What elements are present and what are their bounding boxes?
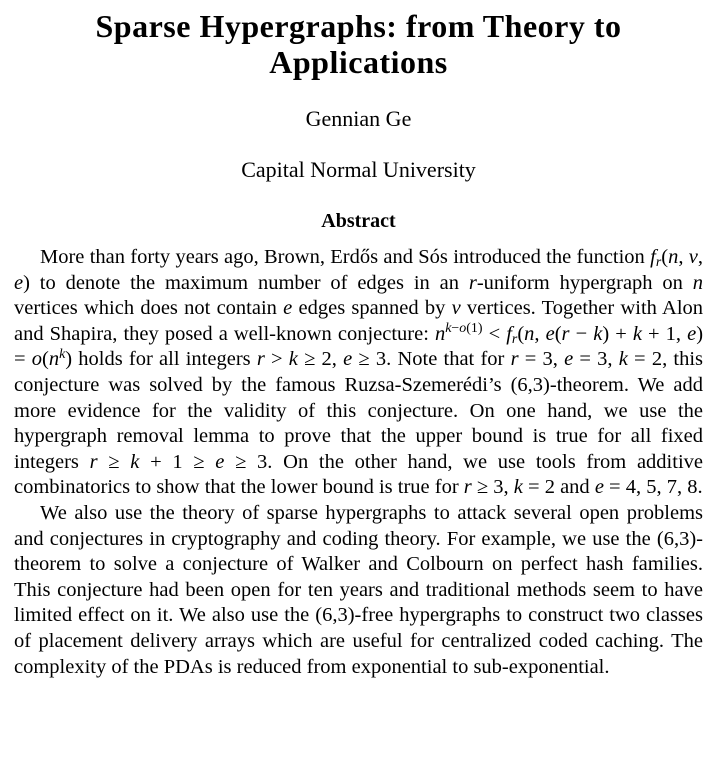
- math-variable: r: [468, 271, 477, 294]
- math-variable: n: [692, 271, 703, 294]
- title-line-2: Applications: [269, 44, 448, 80]
- math-variable: k: [618, 348, 628, 371]
- math-variable: e: [687, 322, 697, 345]
- math-variable: k: [632, 322, 642, 345]
- math-variable: n: [668, 246, 679, 268]
- math-variable: e: [545, 322, 555, 345]
- math-variable: e: [564, 348, 574, 371]
- page-title: [0, 8, 717, 80]
- math-superscript: [59, 347, 65, 362]
- abstract-heading: Abstract: [321, 210, 396, 232]
- abstract-paragraph: We also use the theory of sparse hypergraphs to attack several open problems and conjectures in cryptography and coding theory. For example, we use the (6,3)-theorem to solve a conjecture of Walker and Colbourn on perfect hash families. This conjecture had been open for ten years and traditional methods seem to have limited effect on it. We also use the (6,3)-free hypergraphs to construct two classes of placement delivery arrays which are useful for centralized coded caching. The complexity of the PDAs is reduced from exponential to sub-exponential.: [14, 501, 703, 678]
- abstract-paragraph: More than forty years ago, Brown, Erdős and Sós introduced the function $f_r(n$, v, e) to denote the maximum number of edges in an r-uniform hypergraph on n vertices which does not contain e edges spanned by v vertices. Together with Alon and Shapira, they posed a well-known conjecture: $n^{k-o(1)} < f_r(n$, e(r − k) + k + 1, $e) = o(n^k)$ holds for all integers r > k ≥ 2, e ≥ 3. Note that for r = 3, e = 3, k = 2, this conjecture was solved by the famous Ruzsa-Szemerédi’s (6,3)-theorem. We add more evidence for the validity of this conjecture. On one hand, we use the hypergraph removal lemma to prove that the upper bound is true for all fixed integers r ≥ k + 1 ≥ e ≥ 3. On the other hand, we use tools from additive combinatorics to show that the lower bound is true for r ≥ 3, k = 2 and e = 4, 5, 7, 8.: [14, 246, 704, 499]
- author-name: Gennian Ge: [305, 106, 412, 131]
- math-variable: v: [451, 297, 461, 320]
- math-variable: f: [650, 246, 656, 268]
- math-variable: r: [256, 348, 265, 371]
- math-variable: k: [445, 321, 452, 337]
- math-variable: e: [283, 297, 293, 320]
- math-variable: e: [215, 450, 225, 473]
- math-variable: r: [463, 476, 472, 499]
- abstract-body: [14, 245, 703, 680]
- math-subscript: r: [655, 255, 662, 271]
- math-variable: k: [593, 322, 603, 345]
- math-variable: k: [288, 348, 298, 371]
- math-variable: n: [48, 348, 60, 371]
- math-variable: o: [459, 321, 467, 337]
- math-variable: r: [510, 348, 519, 371]
- math-variable: k: [130, 450, 140, 473]
- math-superscript: k−o(1): [445, 321, 483, 337]
- math-variable: v: [688, 246, 698, 268]
- math-variable: k: [59, 346, 66, 362]
- math-variable: e: [594, 476, 604, 499]
- title-line-1: Sparse Hypergraphs: from Theory to: [95, 8, 622, 44]
- math-variable: e: [343, 348, 353, 371]
- math-variable: o: [31, 348, 43, 371]
- affiliation: Capital Normal University: [241, 157, 476, 182]
- paper-page: [0, 8, 717, 765]
- math-subscript: r: [511, 332, 518, 348]
- math-variable: e: [14, 271, 24, 294]
- math-variable: n: [524, 322, 535, 345]
- math-variable: n: [434, 322, 446, 345]
- math-variable: f: [506, 322, 512, 345]
- math-variable: k: [513, 476, 523, 499]
- math-variable: r: [561, 322, 570, 345]
- math-variable: r: [89, 450, 98, 473]
